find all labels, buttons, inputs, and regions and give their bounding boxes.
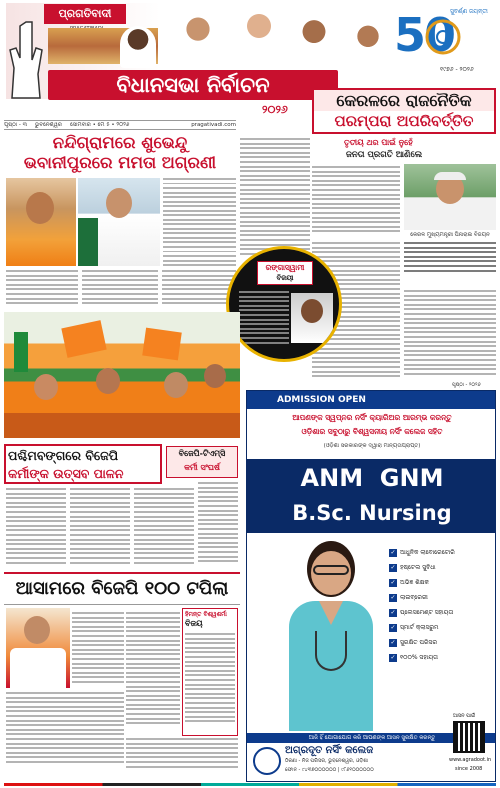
feature-item: ✓ ସ୍ମାର୍ଟ କ୍ଲାସରୁମ bbox=[390, 623, 439, 631]
rangaswamy-title-box bbox=[257, 261, 313, 285]
rangaswamy-body bbox=[239, 291, 289, 353]
rangaswamy-photo bbox=[291, 293, 333, 343]
bengal-body-col3 bbox=[134, 488, 194, 568]
kerala-body-bold bbox=[404, 242, 496, 284]
assam-headline: ଆସାମରେ ବିଜେପି ୧୦୦ ଟପିଲା bbox=[4, 572, 240, 605]
checkmark-icon: ✓ bbox=[390, 548, 396, 556]
assam-box-body bbox=[185, 633, 235, 722]
ad-banner bbox=[247, 391, 496, 409]
nandigram-body-right bbox=[163, 178, 236, 266]
rangaswamy-title: ରଙ୍ଗାସ୍ୱାମୀ bbox=[265, 263, 305, 272]
feature-item: ✓ ହଷ୍ଟେଲ ସୁବିଧା bbox=[390, 563, 436, 571]
anniversary-years: ୧୯୭୬ - ୨୦୨୬ bbox=[440, 66, 474, 73]
kerala-kicker: ତୃତୀୟ ଥର ପାଇଁ ନୁହେଁ bbox=[344, 138, 413, 147]
chakra-icon bbox=[424, 18, 462, 56]
kerala-headline-box bbox=[312, 88, 496, 134]
newspaper-name: ପ୍ରଗତିବାଦୀ bbox=[58, 7, 112, 20]
assam-box-subtitle: ବିଜୟ bbox=[185, 619, 203, 628]
print-color-bar bbox=[4, 783, 496, 786]
anniversary-badge bbox=[394, 6, 496, 76]
kerala-body-left bbox=[312, 166, 400, 238]
nandigram-headline-2: ଭବାନୀପୁରରେ ମମତା ଅଗ୍ରଣୀ bbox=[23, 153, 217, 172]
assam-body-bottom-2 bbox=[126, 738, 238, 772]
dateline-page: ପୃଷ୍ଠା - ୩ bbox=[4, 121, 27, 128]
bjp-celebration-photo bbox=[4, 312, 240, 438]
rangaswamy-subtitle: ବିଜୟୀ bbox=[276, 274, 294, 282]
election-year: ୨୦୨୬ bbox=[262, 103, 288, 116]
clash-headline-1: ବିଜେପି-ଟିଏମ୍‌ସି bbox=[178, 449, 226, 458]
portrait-5 bbox=[348, 20, 388, 68]
kerala-body-col3 bbox=[404, 290, 496, 382]
checkmark-icon: ✓ bbox=[390, 608, 396, 616]
college-since: since 2008 bbox=[455, 766, 483, 772]
qr-label: ଆସନ ପାଇଁ bbox=[453, 713, 476, 719]
anniversary-word: ସୁବର୍ଣ୍ଣ ଜୟନ୍ତୀ bbox=[450, 8, 488, 15]
checkmark-icon: ✓ bbox=[390, 563, 396, 571]
suvendu-photo bbox=[6, 178, 76, 266]
dateline bbox=[4, 120, 236, 130]
masthead-logo-bar bbox=[44, 4, 126, 24]
ad-page-note: ପୃଷ୍ଠା - ୨୦୨୬ bbox=[452, 382, 481, 388]
ad-footer-strip-text: ଆଜି ହିଁ ଯୋଗାଯୋଗ କରି ଆପଣଙ୍କ ଆସନ ସୁରକ୍ଷିତ କରନ୍ତୁ bbox=[308, 735, 436, 741]
clash-headline-2: କର୍ମୀ ସଂଘର୍ଷ bbox=[184, 463, 220, 472]
bengal-headline-1: ପଶ୍ଚିମବଙ୍ଗରେ ବିଜେପି bbox=[8, 448, 119, 463]
kerala-subhead: ଜନତା ପ୍ରଗତି ଆଣିଲେ bbox=[346, 150, 423, 160]
portrait-3 bbox=[238, 8, 280, 68]
college-emblem-icon bbox=[253, 747, 281, 775]
feature-item: ✓ ଆଧୁନିକ ଲାବୋରେଟୋରି bbox=[390, 548, 455, 556]
nandigram-body-col2 bbox=[82, 270, 158, 308]
nurse-photo bbox=[279, 541, 383, 731]
election-title-bar bbox=[48, 70, 338, 100]
checkmark-icon: ✓ bbox=[390, 578, 396, 586]
ad-course-panel bbox=[247, 459, 496, 533]
nandigram-headline-1: ନନ୍ଦିଗ୍ରାମରେ ଶୁଭେନ୍ଦୁ bbox=[52, 133, 188, 152]
mamata-photo bbox=[78, 178, 160, 266]
himanta-photo bbox=[6, 608, 70, 688]
dateline-date: ସୋମବାର • ମେ ୫ • ୨୦୨୬ bbox=[69, 121, 130, 128]
nursing-ad bbox=[246, 390, 496, 782]
vijayan-photo bbox=[404, 164, 496, 230]
ad-line-3: (ଓଡ଼ିଶା ସରକାରଙ୍କ ଦ୍ୱାରା ମାନ୍ୟତାପ୍ରାପ୍ତ) bbox=[323, 443, 421, 449]
college-phone: ଫୋନ - ୯୪୩୭୦୦୦୦୦୦ | ୯୮୬୧୦୦୦୦୦୦ bbox=[285, 767, 374, 773]
clash-headline-box bbox=[166, 446, 238, 478]
election-title: ବିଧାନସଭା ନିର୍ବାଚନ bbox=[116, 72, 270, 97]
bengal-headline-2: କର୍ମୀଙ୍କ ଉତ୍ସବ ପାଳନ bbox=[8, 466, 124, 481]
bengal-body-col2 bbox=[70, 488, 130, 568]
college-web: www.agradoot.in bbox=[449, 757, 492, 763]
feature-item: ✓ ସୁରକ୍ଷିତ ପରିସର bbox=[390, 638, 437, 646]
kerala-headline-2: ପରମ୍ପରା ଅପରିବର୍ତ୍ତିତ bbox=[334, 112, 474, 130]
nandigram-story bbox=[4, 133, 236, 173]
college-address: ଠିକଣା - ନିଜ ପରିସର, ଭୁବନେଶ୍ୱର, ଓଡ଼ିଶା bbox=[285, 758, 368, 764]
portrait-4 bbox=[294, 16, 334, 68]
rangaswamy-circle bbox=[226, 246, 342, 362]
assam-body-col2 bbox=[126, 612, 180, 732]
leader-portraits bbox=[120, 8, 390, 68]
portrait-2 bbox=[178, 14, 218, 68]
vijayan-photo-caption: କେରଳ ମୁଖ୍ୟମନ୍ତ୍ରୀ ପିନାରାଇ ବିଜୟନ bbox=[410, 232, 490, 238]
ad-line-2: ଓଡ଼ିଶାର ସବୁଠାରୁ ବିଶ୍ୱସନୀୟ ନର୍ସିଂ କଲେଜ ସହିତ bbox=[301, 427, 443, 436]
ad-line-1: ଆପଣଙ୍କ ସ୍ୱପ୍ନର ନର୍ସିଂ କ୍ୟାରିଅର ଆରମ୍ଭ କରନ୍ତୁ bbox=[292, 413, 452, 422]
assam-box-title: ହିମନ୍ତ ବିଶ୍ୱଶର୍ମା bbox=[185, 611, 227, 618]
anniversary-number: 50 bbox=[394, 8, 455, 62]
college-name: ଅଗ୍ରଦୂତ ନର୍ସିଂ କଲେଜ bbox=[285, 745, 374, 756]
ad-banner-text: ADMISSION OPEN bbox=[277, 395, 366, 405]
clash-body bbox=[198, 482, 238, 568]
feature-item: ✓ ଲାଇବ୍ରେରୀ bbox=[390, 593, 428, 601]
nandigram-body-col1 bbox=[6, 270, 78, 308]
ad-bsc-nursing: B.Sc. Nursing bbox=[292, 501, 452, 525]
feature-item: ✓ ଅଭିଜ୍ଞ ଶିକ୍ଷକ bbox=[390, 578, 429, 586]
checkmark-icon: ✓ bbox=[390, 638, 396, 646]
assam-body-bottom bbox=[6, 692, 124, 770]
checkmark-icon: ✓ bbox=[390, 593, 396, 601]
checkmark-icon: ✓ bbox=[390, 623, 396, 631]
feature-item: ✓ ପ୍ଲେସମେଣ୍ଟ ସହାୟତା bbox=[390, 608, 454, 616]
qr-code-icon bbox=[453, 721, 485, 753]
assam-box bbox=[182, 608, 238, 736]
center-column-text bbox=[240, 138, 310, 258]
feature-item: ✓ ୧୦୦% ସହାୟତା bbox=[390, 653, 438, 661]
hand-symbol-icon bbox=[6, 18, 46, 100]
ad-features bbox=[389, 545, 493, 665]
dateline-place: ଭୁବନେଶ୍ୱର bbox=[34, 121, 62, 128]
dateline-web: pragativadi.com bbox=[191, 122, 236, 128]
bengal-headline-box bbox=[4, 444, 162, 484]
checkmark-icon: ✓ bbox=[390, 653, 396, 661]
nandigram-body-col3 bbox=[162, 270, 236, 308]
portrait-1 bbox=[120, 26, 156, 68]
kerala-headline-1: କେରଳରେ ରାଜନୈତିକ bbox=[314, 90, 494, 111]
ad-anm-gnm: ANM GNM bbox=[300, 464, 444, 492]
assam-body-col1 bbox=[72, 612, 124, 688]
bengal-body-col1 bbox=[6, 488, 66, 568]
